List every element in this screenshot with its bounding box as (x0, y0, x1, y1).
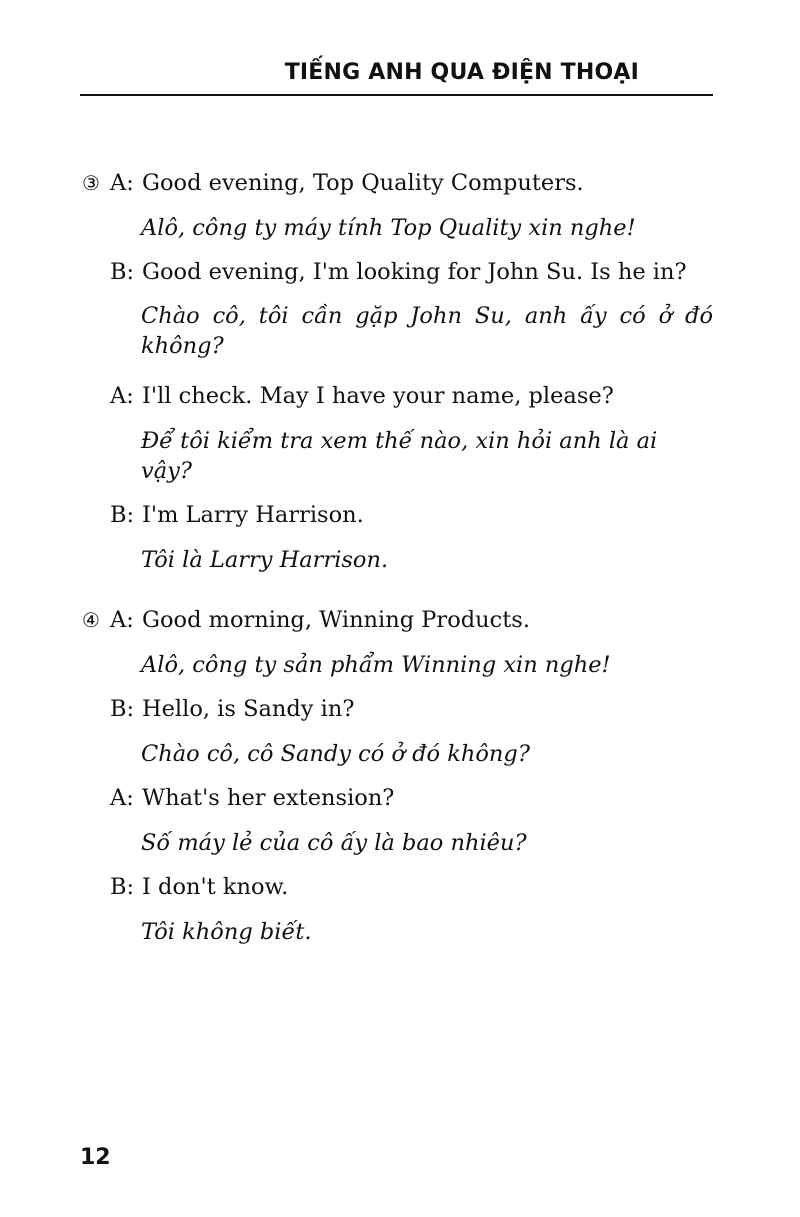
dialogue-line (82, 694, 714, 724)
vietnamese-text: Số máy lẻ của cô ấy là bao nhiêu? (141, 830, 527, 856)
speaker-label: B: (110, 502, 135, 528)
english-text: Good morning, Winning Products. (142, 607, 530, 633)
speaker-label: A: (110, 607, 134, 633)
page-header (80, 56, 713, 96)
speaker-label: A: (110, 785, 134, 811)
english-text: Good evening, Top Quality Computers. (142, 170, 584, 196)
dialogue-line (82, 257, 714, 287)
page-number: 12 (80, 1145, 111, 1170)
dialogue-number: ③ (82, 171, 100, 195)
vietnamese-text: Chào cô, tôi cần gặp John Su, anh ấy có ở đó không? (141, 303, 713, 359)
speaker-label: B: (110, 259, 135, 285)
vietnamese-text: Chào cô, cô Sandy có ở đó không? (141, 741, 530, 767)
vietnamese-text: Tôi là Larry Harrison. (141, 547, 389, 573)
english-text: I'm Larry Harrison. (142, 502, 364, 528)
book-title: TIẾNG ANH QUA ĐIỆN THOẠI (284, 60, 639, 85)
english-text: What's her extension? (142, 785, 395, 811)
speaker-label: A: (110, 383, 134, 409)
dialogue-3 (82, 168, 714, 575)
vietnamese-text: Alô, công ty máy tính Top Quality xin nghe! (141, 215, 636, 241)
speaker-label: B: (110, 874, 135, 900)
dialogue-4 (82, 605, 714, 947)
english-text: I'll check. May I have your name, please? (142, 383, 614, 409)
vietnamese-text: Alô, công ty sản phẩm Winning xin nghe! (141, 652, 611, 678)
speaker-label: B: (110, 696, 135, 722)
english-text: I don't know. (142, 874, 289, 900)
vietnamese-text: Để tôi kiểm tra xem thế nào, xin hỏi anh là ai vậy? (141, 428, 658, 484)
dialogue-line (82, 605, 714, 635)
vietnamese-text: Tôi không biết. (141, 919, 312, 945)
dialogue-line (82, 381, 714, 411)
english-text: Good evening, I'm looking for John Su. Is he in? (142, 259, 687, 285)
english-text: Hello, is Sandy in? (142, 696, 355, 722)
dialogue-line (82, 783, 714, 813)
dialogue-line (82, 168, 714, 198)
dialogue-line (82, 872, 714, 902)
speaker-label: A: (110, 170, 134, 196)
dialogue-line (82, 500, 714, 530)
dialogue-number: ④ (82, 608, 100, 632)
